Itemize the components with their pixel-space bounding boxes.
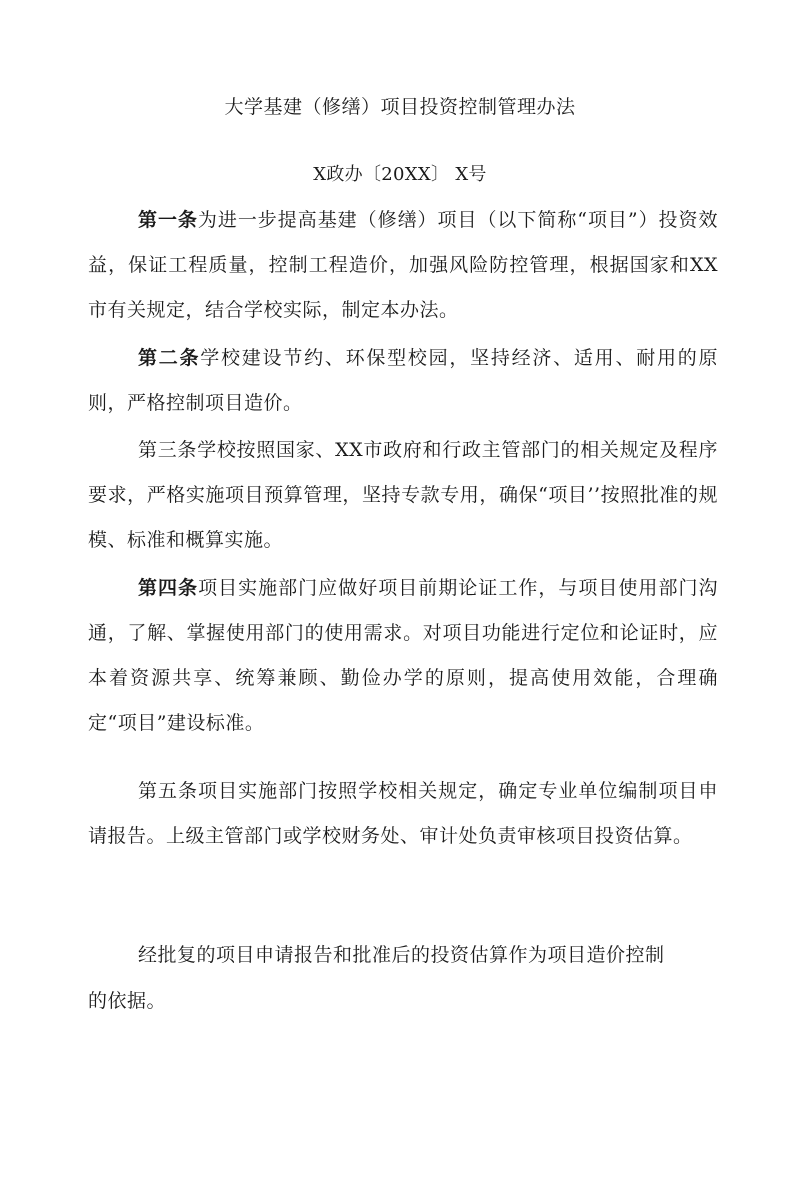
article-3 [88, 428, 718, 563]
article-4 [88, 566, 718, 746]
article-2 [88, 336, 718, 426]
document-title: 大学基建（修缮）项目投资控制管理办法 [224, 96, 576, 118]
article-1-lead: 第一条 [138, 209, 198, 231]
closing-line-1: 经批复的项目申请报告和批准后的投资估算作为项目造价控制 [138, 944, 665, 966]
article-3-text: 第三条学校按照国家、XX市政府和行政主管部门的相关规定及程序要求，严格实施项目预算管理，坚持专款专用，确保“项目’’按照批准的规模、标准和概算实施。 [88, 439, 718, 551]
article-5-text: 第五条项目实施部门按照学校相关规定，确定专业单位编制项目申请报告。上级主管部门或学校财务处、审计处负责审核项目投资估算。 [88, 780, 718, 847]
article-5 [88, 769, 718, 859]
article-2-text: 学校建设节约、环保型校园，坚持经济、适用、耐用的原则，严格控制项目造价。 [88, 347, 718, 414]
article-1-text: 为进一步提高基建（修缮）项目（以下简称“项目”）投资效益，保证工程质量，控制工程造价，加强风险防控管理，根据国家和XX市有关规定，结合学校实际，制定本办法。 [88, 209, 718, 321]
article-2-lead: 第二条 [138, 347, 201, 369]
closing-paragraph [88, 932, 718, 1024]
closing-line-2: 的依据。 [88, 990, 167, 1012]
article-1 [88, 198, 718, 333]
document-number: X政办〔20XX〕 X号 [313, 164, 487, 185]
article-4-lead: 第四条 [138, 577, 199, 599]
article-4-text: 项目实施部门应做好项目前期论证工作，与项目使用部门沟通，了解、掌握使用部门的使用需求。对项目功能进行定位和论证时，应本着资源共享、统筹兼顾、勤俭办学的原则，提高使用效能，合理确定“项目”建设标准。 [88, 577, 718, 734]
